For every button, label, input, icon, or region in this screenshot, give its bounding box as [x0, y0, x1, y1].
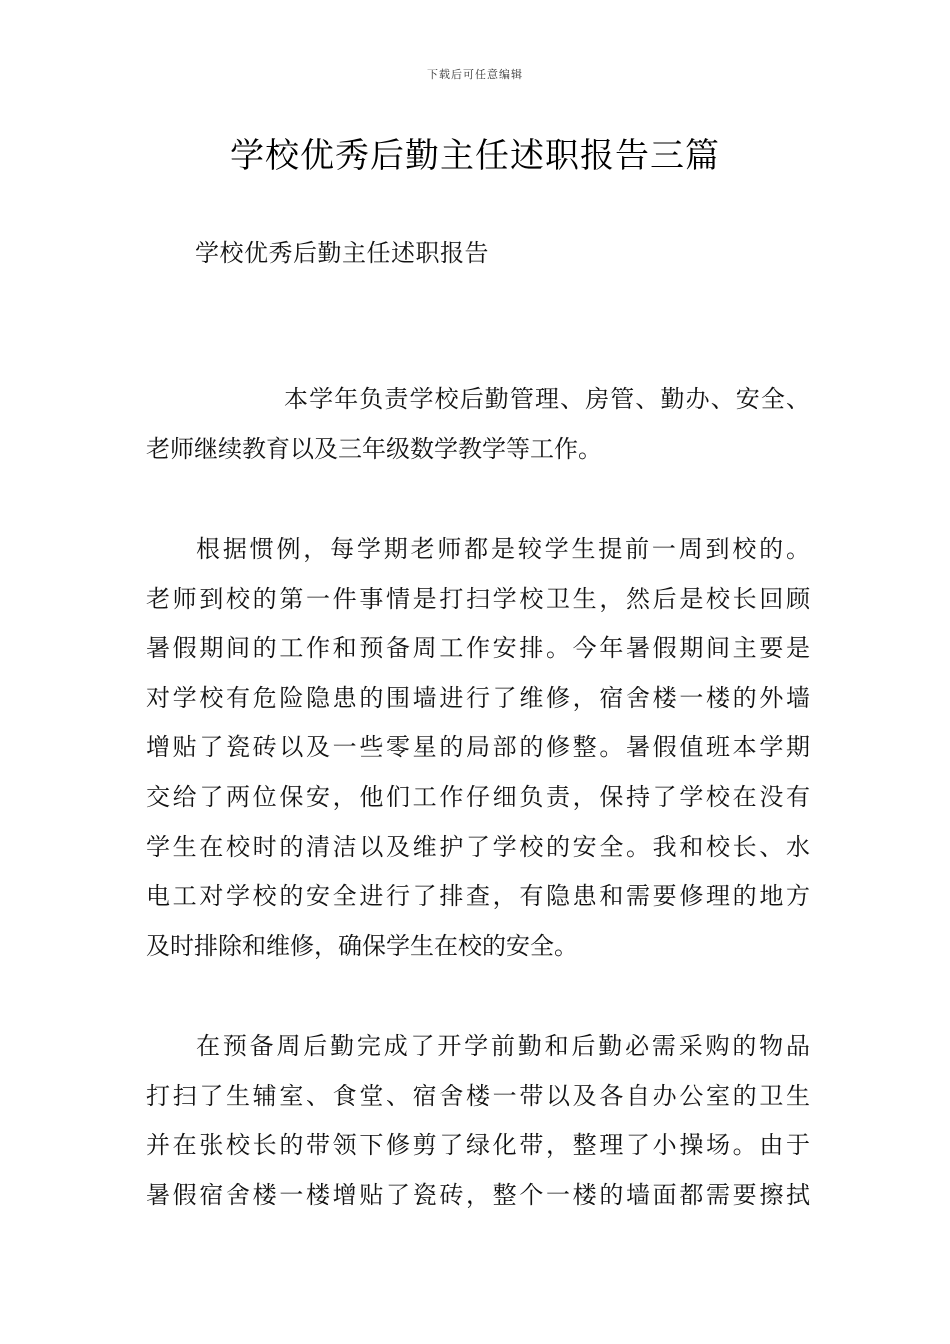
header-note: 下载后可任意编辑 [427, 68, 523, 81]
paragraph-line: 交给了两位保安，他们工作仔细负责，保持了学校在没有 [146, 782, 810, 811]
paragraph-line: 老师到校的第一件事情是打扫学校卫生，然后是校长回顾 [146, 584, 810, 613]
paragraph-line: 老师继续教育以及三年级数学教学等工作。 [146, 434, 602, 463]
paragraph-line: 本学年负责学校后勤管理、房管、勤办、安全、 [284, 385, 810, 413]
document-title: 学校优秀后勤主任述职报告三篇 [230, 136, 720, 176]
paragraph-line: 打扫了生辅室、食堂、宿舍楼一带以及各自办公室的卫生 [146, 1081, 810, 1110]
paragraph [146, 1022, 810, 1220]
paragraph-line: 及时排除和维修，确保学生在校的安全。 [146, 931, 578, 960]
paragraph-line: 暑假期间的工作和预备周工作安排。今年暑假期间主要是 [146, 634, 810, 663]
paragraph-line: 增贴了瓷砖以及一些零星的局部的修整。暑假值班本学期 [146, 733, 810, 762]
document-subtitle: 学校优秀后勤主任述职报告 [195, 239, 489, 267]
paragraph [146, 525, 810, 971]
paragraph [146, 375, 810, 474]
paragraph-line: 暑假宿舍楼一楼增贴了瓷砖，整个一楼的墙面都需要擦拭 [146, 1180, 810, 1209]
paragraph-line: 学生在校时的清洁以及维护了学校的安全。我和校长、水 [146, 832, 810, 861]
paragraph-line: 根据惯例，每学期老师都是较学生提前一周到校的。 [196, 535, 810, 563]
paragraph-line: 对学校有危险隐患的围墙进行了维修，宿舍楼一楼的外墙 [146, 683, 810, 712]
paragraph-line: 在预备周后勤完成了开学前勤和后勤必需采购的物品 [196, 1032, 810, 1060]
paragraph-line: 并在张校长的带领下修剪了绿化带，整理了小操场。由于 [146, 1131, 810, 1160]
paragraph-line: 电工对学校的安全进行了排查，有隐患和需要修理的地方 [146, 882, 810, 911]
